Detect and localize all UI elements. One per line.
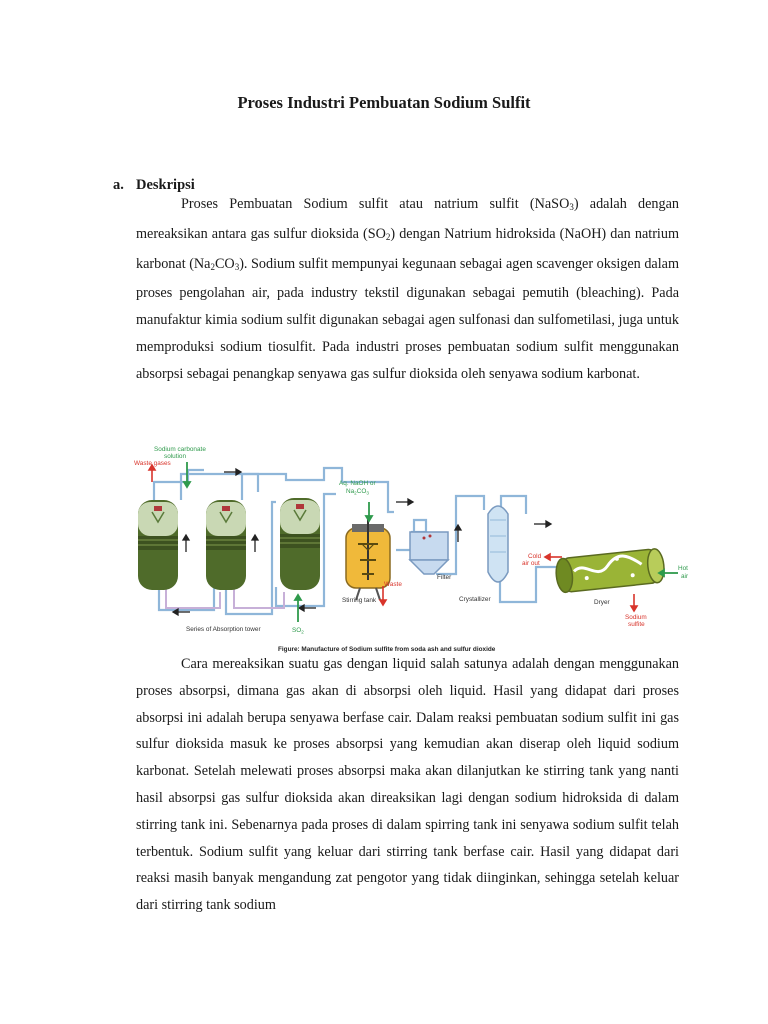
label-naoh-2: $Na_2CO_3$ — [346, 488, 369, 496]
rotary-dryer — [555, 548, 666, 593]
filter-unit — [410, 532, 448, 574]
process-diagram — [126, 432, 696, 654]
document-title: Proses Industri Pembuatan Sodium Sulfit — [237, 93, 531, 112]
p1-text-5: ). Sodium sulfit mempunyai kegunaan sebagai agen scavenger oksigen dalam proses pengolahan air, pada industry tekstil digunakan sebagai pemutih (bleaching). Pada manufaktur kimia sodium sulfit digunakan sebagai agen sulfonasi dan sulfometilasi, juga untuk memproduksi sodium tiosulfit. Pada industri proses pembuatan sodium sulfit menggunakan absorpsi sebagai penangkap senyawa gas sulfur dioksida oleh senyawa sodium karbonat. — [136, 255, 679, 382]
label-filter: Filter — [437, 574, 452, 581]
process-flow-figure — [126, 432, 696, 654]
p1-sub-2: 2 — [385, 231, 391, 242]
p1-sub-3: 2 — [210, 261, 215, 272]
label-cold-air-2: air out — [522, 560, 540, 567]
label-hot-air-1: Hot — [678, 565, 688, 572]
label-dryer: Dryer — [594, 599, 610, 606]
p1-text-3: ) dengan Natrium hidroksida (NaOH) dan natrium karbonat (Na — [136, 225, 679, 272]
label-sodium-sulfite-2: sulfite — [628, 621, 645, 628]
label-series-absorption: Series of Absorption tower — [186, 626, 261, 633]
crystallizer-unit — [488, 506, 508, 582]
label-so2: $SO_2$ — [292, 627, 304, 635]
paragraph-description — [136, 191, 679, 388]
label-waste: Waste — [384, 581, 402, 588]
label-cold-air-1: Cold — [528, 553, 542, 560]
p1-text-1: Proses Pembuatan Sodium sulfit atau natrium sulfit (NaSO — [181, 196, 570, 212]
section-title: Deskripsi — [136, 177, 195, 193]
p1-sub-1: 3 — [569, 202, 574, 212]
p1-sub-4: 3 — [234, 261, 240, 272]
absorption-towers — [138, 498, 320, 590]
figure-caption: Figure: Manufacture of Sodium sulfite from soda ash and sulfur dioxide — [278, 646, 496, 653]
p1-text-2: ) adalah dengan mereaksikan antara gas sulfur dioksida (SO — [136, 196, 679, 242]
label-hot-air-2: air — [681, 573, 689, 580]
absorption-tower-3 — [280, 498, 320, 590]
absorption-tower-2 — [206, 500, 246, 590]
absorption-tower-1 — [138, 500, 178, 590]
label-sodium-sulfite-1: Sodium — [625, 614, 647, 621]
label-sodium-carbonate-2: solution — [164, 453, 187, 460]
label-sodium-carbonate-1: Sodium carbonate — [154, 446, 206, 453]
label-crystallizer: Crystallizer — [459, 596, 491, 603]
p2-text: Cara mereaksikan suatu gas dengan liquid salah satunya adalah dengan menggunakan proses absorpsi, dimana gas akan di absorpsi oleh liquid. Hasil yang didapat dari proses absorpsi ini adalah berupa senyawa berfase cair. Dalam reaksi pembuatan sodium sulfit ini gas sulfur dioksida masuk ke proses absorpsi yang kemudian akan diserap oleh liquid sodium karbonat. Setelah melewati proses absorpsi maka akan dilanjutkan ke stirring tank yang nanti hasil absorpsi gas sulfur dioksida akan direaksikan lagi dengan sodium hidroksida di dalam stirring tank ini. Sebenarnya pada proses di dalam spirring tank ini senyawa sodium sulfit telah terbentuk. Sodium sulfit yang keluar dari stirring tank berfase cair. Hasil yang didapat dari reaksi masih banyak mengandung zat pengotor yang tidak diinginkan, sehingga setelah keluar dari stirring tank sodium — [136, 656, 679, 914]
section-number: a. — [113, 177, 124, 193]
label-stirring-tank: Stirring tank — [342, 597, 377, 604]
p1-text-4: CO — [214, 255, 235, 272]
label-waste-gases: Waste gases — [134, 460, 171, 467]
label-naoh-1: Aq. NaOH or — [339, 480, 376, 487]
paragraph-process — [136, 651, 679, 919]
